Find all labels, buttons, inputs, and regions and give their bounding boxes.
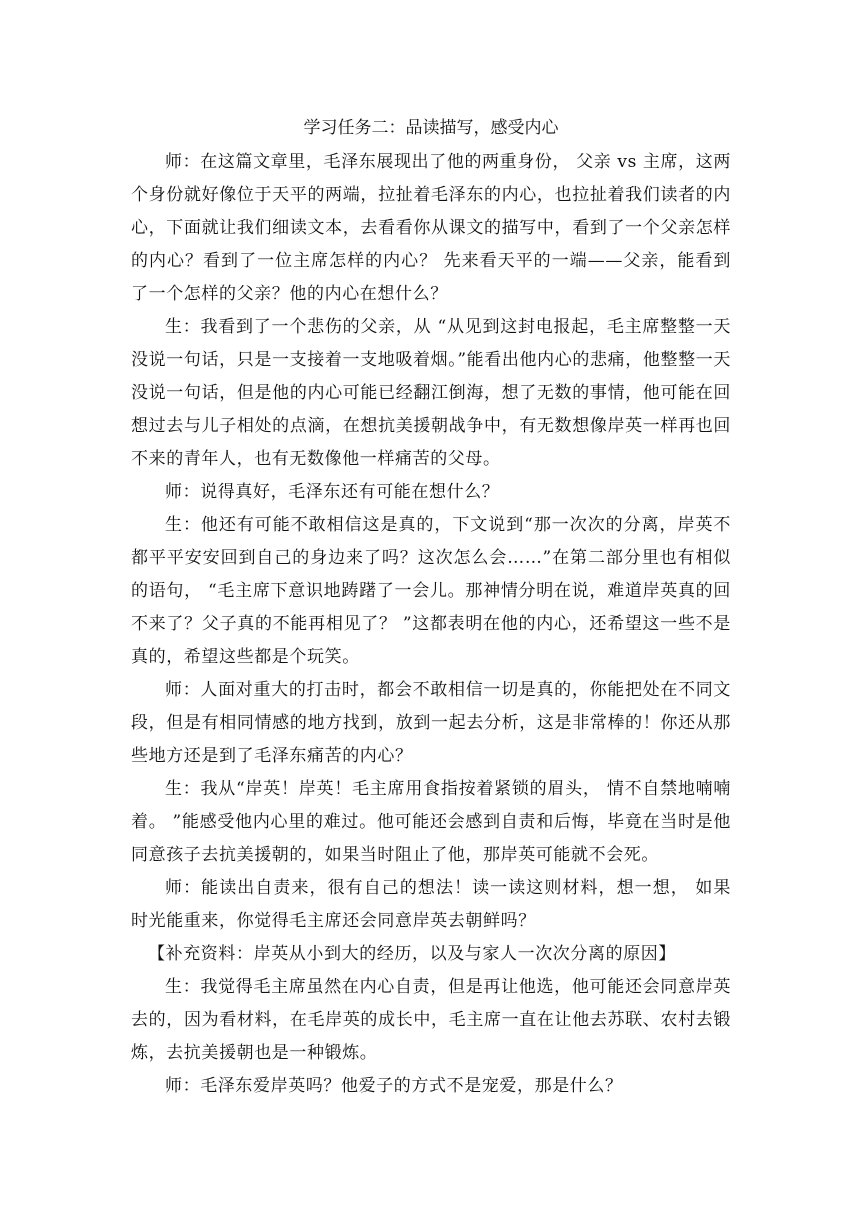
paragraph-student-disbelief: 生：他还有可能不敢相信这是真的，下文说到“那一次次的分离，岸英不都平平安安回到自己的身边来了吗？这次怎么会……”在第二部分里也有相似的语句， “毛主席下意识地踌躇了一会儿。那神情分明在说，难道岸英真的回不来了？父子真的不能再相见了？ ”这都表明在他的内心，还希望这一些不是真的，希望这些都是个玩笑。 [131, 515, 731, 667]
section-title: 学习任务二：品读描写，感受内心 [303, 118, 559, 138]
paragraph-student-self-blame: 生：我从“岸英！岸英！毛主席用食指按着紧锁的眉头， 情不自禁地喃喃着。 ”能感受他内心里的难过。他可能还会感到自责和后悔，毕竟在当时是他同意孩子去抗美援朝的，如果当时阻止了他，那岸英可能就不会死。 [131, 779, 731, 865]
paragraph-student-answer: 生：我觉得毛主席虽然在内心自责，但是再让他选，他可能还会同意岸英去的，因为看材料，在毛岸英的成长中，毛主席一直在让他去苏联、农村去锻炼，去抗美援朝也是一种锻炼。 [131, 977, 731, 1063]
supplementary-material-note: 【补充资料：岸英从小到大的经历，以及与家人一次次分离的原因】 [148, 944, 676, 964]
paragraph-teacher-intro: 师：在这篇文章里，毛泽东展现出了他的两重身份， 父亲 vs 主席，这两个身份就好像位于天平的两端，拉扯着毛泽东的内心，也拉扯着我们读者的内心，下面就让我们细读文本，去看看你从课文的描写中，看到了一个父亲怎样的内心？看到了一位主席怎样的内心？ 先来看天平的一端——父亲，能看到了一个怎样的父亲？他的内心在想什么？ [131, 152, 731, 304]
paragraph-teacher-praise: 师：人面对重大的打击时，都会不敢相信一切是真的，你能把处在不同文段，但是有相同情感的地方找到，放到一起去分析，这是非常棒的！你还从那些地方还是到了毛泽东痛苦的内心？ [131, 680, 731, 766]
paragraph-teacher-followup: 师：说得真好，毛泽东还有可能在想什么？ [165, 482, 500, 502]
paragraph-teacher-final-question: 师：毛泽东爱岸英吗？他爱子的方式不是宠爱，那是什么？ [165, 1076, 623, 1096]
paragraph-teacher-question: 师：能读出自责来，很有自己的想法！读一读这则材料，想一想， 如果时光能重来，你觉得毛主席还会同意岸英去朝鲜吗？ [131, 878, 731, 931]
paragraph-student-sad-father: 生：我看到了一个悲伤的父亲，从 “从见到这封电报起，毛主席整整一天没说一句话，只是一支接着一支地吸着烟。”能看出他内心的悲痛，他整整一天没说一句话，但是他的内心可能已经翻江倒海，想了无数的事情，他可能在回想过去与儿子相处的点滴，在想抗美援朝战争中，有无数想像岸英一样再也回不来的青年人，也有无数像他一样痛苦的父母。 [131, 317, 731, 469]
document-page [131, 111, 731, 1103]
